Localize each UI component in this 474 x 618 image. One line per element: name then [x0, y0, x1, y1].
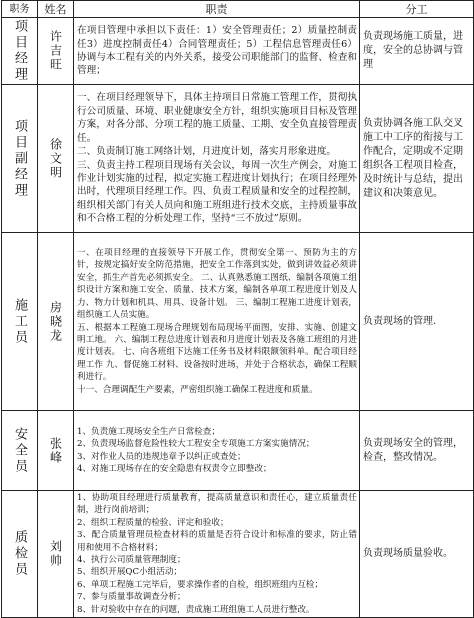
name-cell: 张峰: [38, 411, 74, 491]
duty-cell: [74, 411, 360, 491]
header-role: 职务: [2, 1, 38, 18]
duty-text: 三、负责主持工程项目现场有关会议，每周一次生产例会，对施工作业计划实施的过程，拟定实施工程进度计划执行；在项目经理外出时，代理项目经理工作。四、负责工程质量和安全的过程控制，组织相关部门有关人员向和施工班组进行技术交底，主持质量事故和不合格工程的分析处理工作，坚持“三不放过”原则。: [77, 159, 357, 225]
role-cell: 施工员: [2, 233, 38, 411]
duty-item: 4、对施工现场存在的安全隐患有权责令立即整改；: [77, 463, 272, 474]
role-cell: 安全员: [2, 411, 38, 491]
duty-item: 7、参与质量事故调查分析；: [77, 592, 186, 603]
table-row: [2, 233, 474, 411]
duty-item: 1、负责施工现场安全生产日常检查；: [77, 426, 220, 437]
role-cell: 项目副经理: [2, 85, 38, 233]
role-cell: 质检员: [2, 491, 38, 618]
duty-item: 2、负责现场监督危险性较大工程安全专项施工方案实施情况；: [77, 439, 315, 450]
division-cell: 负责现场质量验收。: [360, 491, 474, 618]
duty-text: 一、在项目经理的直接领导下开展工作，贯彻安全第一、预防为主的方针，按规定搞好安全防范措施，把安全工作落到实处，做到讲效益必须讲安全，抓生产首先必须抓安全。 二、认真熟悉施工图纸、编制各项施工组织设计方案和施工安全、质量、技术方案，编制各单项工程进度计划及人力、物力计划和机具、用具、设备计划。 三、编制工程施工进度计划表，组织施工人员实施。: [77, 248, 357, 321]
table-header-row: [2, 1, 474, 18]
role-cell: 项目经理: [2, 18, 38, 85]
duty-text: 五、根据本工程施工现场合理规划布局现场平面图，安排、实施、创建文明工地。 六、编制工程总进度计划表和月进度计划表及各施工班组的月进度计划表。 七、向各班组下达施工任务书及材料限额领料单。配合项目经理工作 九、督促施工材料、设备按时进场，并处于合格状态，确保工程顺利进行。: [77, 322, 357, 383]
duty-text: 二、负责制订施工网络计划，月进度计划，落实月形象进度。: [77, 146, 337, 158]
name-cell: 房晓龙: [38, 233, 74, 411]
duty-item: 5、组织开展QC小组活动；: [77, 567, 183, 578]
table-row: [2, 411, 474, 491]
duty-cell: [74, 18, 360, 85]
duty-item: 8、针对验收中存在的问题，责成施工班组施工人员进行整改。: [77, 604, 315, 615]
table-row: [2, 85, 474, 233]
duty-cell: [74, 233, 360, 411]
duty-text: 在项目管理中承担以下责任：1）安全管理责任；2）质量控制责任3）进度控制责任4）合同管理责任；5）工程信息管理责任6）协调与本工程有关的内外关系，接受公司职能部门的监督、检查和管理；: [77, 25, 357, 77]
duty-item: 3、对作业人员的违规违章予以纠正或查处；: [77, 451, 246, 462]
division-cell: 负责协调各施工队交叉施工中工序的衔接与工作配合，定期或不定期组织各工程项目检查，及时统计与总结，提出建议和决策意见。: [360, 85, 474, 233]
duty-item: 3、配合质量管理员检查材料的质量是否符合设计和标准的要求，防止错用和使用不合格材料；: [77, 530, 357, 553]
header-division: 分工: [360, 1, 474, 18]
duty-item: 2、组织工程质量的检验、评定和验收；: [77, 517, 229, 528]
duty-cell: [74, 85, 360, 233]
duty-text: 十一、合理调配生产要素，严密组织施工确保工程进度和质量。: [77, 384, 318, 395]
division-cell: 负责现场安全的管理，检查，整改情况。: [360, 411, 474, 491]
duty-item: 4、执行公司质量管理制度；: [77, 555, 186, 566]
duty-item: 1、协助项目经理进行质量教育，提高质量意识和责任心，建立质量责任制，进行岗前培训；: [77, 493, 357, 516]
division-cell: 负责现场的管理.: [360, 233, 474, 411]
name-cell: 徐文明: [38, 85, 74, 233]
header-name: 姓名: [38, 1, 74, 18]
responsibility-table: [1, 0, 474, 618]
name-cell: 刘帅: [38, 491, 74, 618]
name-cell: 许吉旺: [38, 18, 74, 85]
table-row: [2, 18, 474, 85]
division-cell: 负责现场施工质量，进度，安全的总协调与管理: [360, 18, 474, 85]
duty-text: 一、在项目经理领导下，具体主持项目日常施工管理工作，贯彻执行公司质量、环境、职业健康安全方针，组织实施项目目标及管理方案，对各分部、分项工程的施工质量、工期、安全负直接管理责任。: [77, 92, 357, 144]
header-duty: 职责: [74, 1, 360, 18]
duty-item: 6、单项工程施工完毕后，要求操作者的自检，组织班组内互检；: [77, 579, 324, 590]
